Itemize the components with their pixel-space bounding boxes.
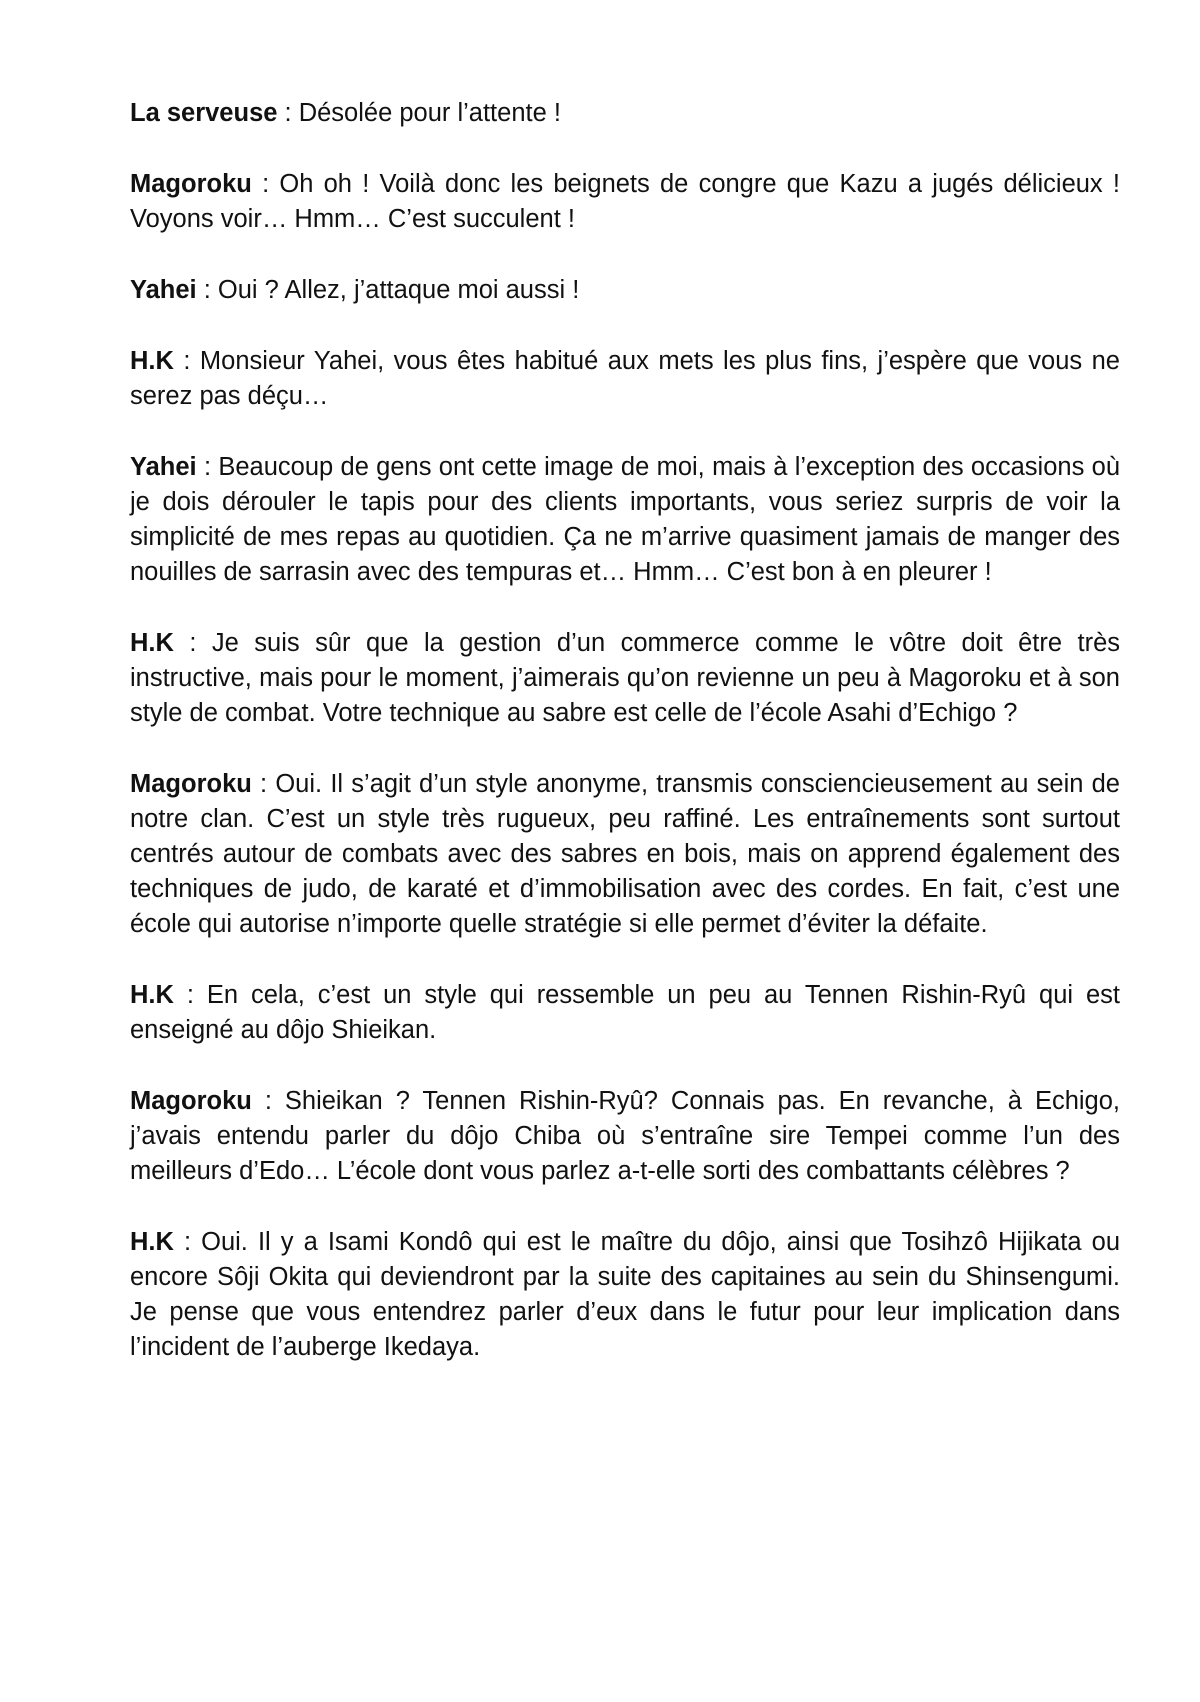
dialogue-text: : Beaucoup de gens ont cette image de moi, mais à l’exception des occasions où je dois dérouler le tapis pour des clients importants, vous seriez surpris de voir la simplicité de mes repas au quotidien. Ça ne m’arrive quasiment jamais de manger des nouilles de sarrasin avec des tempuras et… Hmm… C’est bon à en pleurer ! — [130, 453, 1120, 586]
dialogue-line-magoroku — [130, 167, 1120, 237]
dialogue-line-hk — [130, 1225, 1120, 1365]
speaker-name: H.K — [130, 629, 174, 657]
speaker-name: H.K — [130, 1228, 174, 1256]
dialogue-line-waitress — [130, 96, 1120, 131]
dialogue-text: : Je suis sûr que la gestion d’un commerce comme le vôtre doit être très instructive, mais pour le moment, j’aimerais qu’on revienne un peu à Magoroku et à son style de combat. Votre technique au sabre est celle de l’école Asahi d’Echigo ? — [130, 629, 1120, 727]
speaker-name: H.K — [130, 981, 174, 1009]
dialogue-text: : Désolée pour l’attente ! — [277, 99, 561, 127]
dialogue-text: : Monsieur Yahei, vous êtes habitué aux mets les plus fins, j’espère que vous ne serez pas déçu… — [130, 347, 1120, 410]
speaker-name: H.K — [130, 347, 174, 375]
speaker-name: Yahei — [130, 276, 197, 304]
dialogue-text: : Oh oh ! Voilà donc les beignets de congre que Kazu a jugés délicieux ! Voyons voir… Hmm… C’est succulent ! — [130, 170, 1120, 233]
dialogue-text: : Shieikan ? Tennen Rishin-Ryû? Connais pas. En revanche, à Echigo, j’avais entendu parler du dôjo Chiba où s’entraîne sire Tempei comme l’un des meilleurs d’Edo… L’école dont vous parlez a-t-elle sorti des combattants célèbres ? — [130, 1087, 1120, 1185]
dialogue-line-yahei — [130, 450, 1120, 590]
dialogue-text: : Oui. Il y a Isami Kondô qui est le maître du dôjo, ainsi que Tosihzô Hijikata ou encore Sôji Okita qui deviendront par la suite des capitaines au sein du Shinsengumi. Je pense que vous entendrez parler d’eux dans le futur pour leur implication dans l’incident de l’auberge Ikedaya. — [130, 1228, 1120, 1361]
document-page — [130, 96, 1120, 1401]
dialogue-text: : Oui ? Allez, j’attaque moi aussi ! — [196, 276, 580, 304]
speaker-name: Magoroku — [130, 170, 252, 198]
speaker-name: Yahei — [130, 453, 197, 481]
dialogue-line-magoroku — [130, 1084, 1120, 1189]
dialogue-text: : En cela, c’est un style qui ressemble un peu au Tennen Rishin-Ryû qui est enseigné au dôjo Shieikan. — [130, 981, 1120, 1044]
speaker-name: Magoroku — [130, 770, 252, 798]
speaker-name: Magoroku — [130, 1087, 252, 1115]
dialogue-line-hk — [130, 978, 1120, 1048]
speaker-name: La serveuse — [130, 99, 278, 127]
dialogue-text: : Oui. Il s’agit d’un style anonyme, transmis consciencieusement au sein de notre clan. C’est un style très rugueux, peu raffiné. Les entraînements sont surtout centrés autour de combats avec des sabres en bois, mais on apprend également des techniques de judo, de karaté et d’immobilisation avec des cordes. En fait, c’est une école qui autorise n’importe quelle stratégie si elle permet d’éviter la défaite. — [130, 770, 1120, 938]
dialogue-line-yahei — [130, 273, 1120, 308]
dialogue-line-hk — [130, 344, 1120, 414]
dialogue-line-hk — [130, 626, 1120, 731]
dialogue-line-magoroku — [130, 767, 1120, 942]
